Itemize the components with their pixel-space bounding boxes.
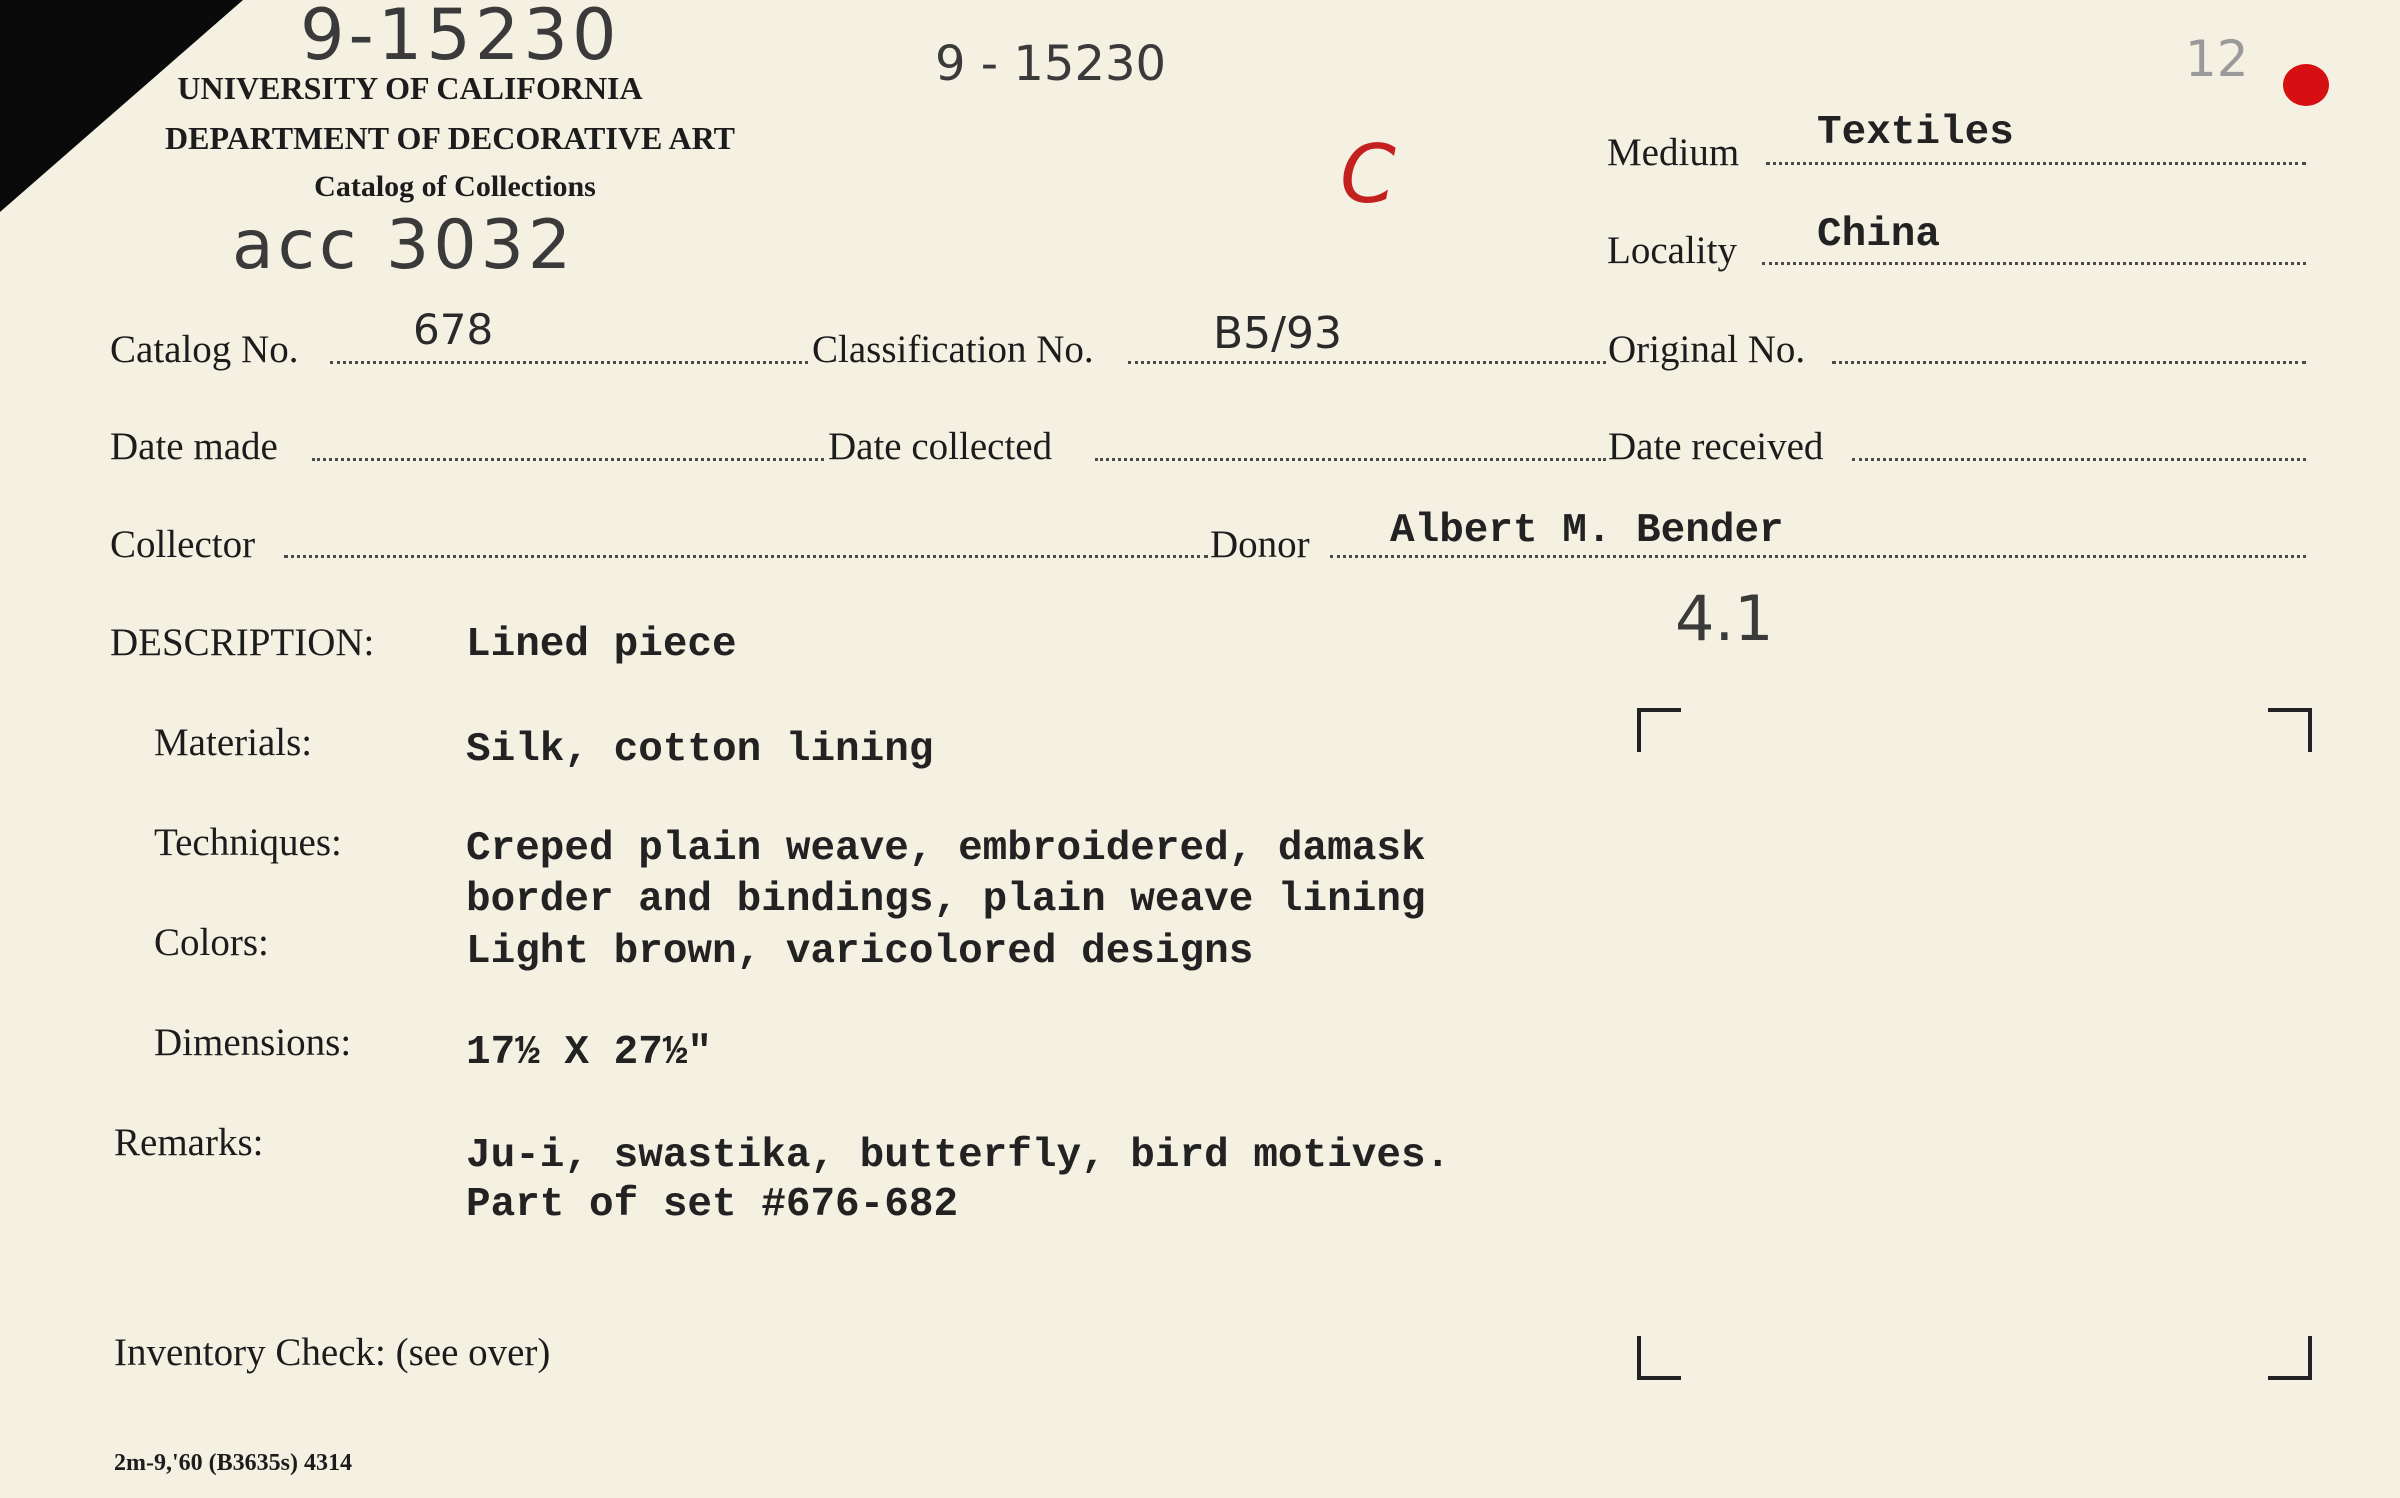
remarks-label: Remarks: [114, 1121, 264, 1164]
medium-line [1766, 162, 2306, 165]
date-received-line [1852, 458, 2306, 461]
date-collected-label: Date collected [828, 425, 1053, 468]
handwritten-red-mark: C [1340, 128, 1396, 221]
remarks-line-1: Ju-i, swastika, butterfly, bird motives. [466, 1133, 1451, 1179]
dimensions-value: 17½ X 27½" [466, 1030, 713, 1076]
print-code: 2m-9,'60 (B3635s) 4314 [114, 1450, 352, 1476]
red-dot [2283, 64, 2329, 106]
locality-value: China [1817, 212, 1941, 258]
medium-label: Medium [1607, 131, 1740, 174]
donor-value: Albert M. Bender [1390, 508, 1784, 554]
collector-label: Collector [110, 523, 256, 566]
catalog-value: 678 [413, 305, 494, 354]
locality-label: Locality [1607, 229, 1737, 272]
handwritten-second-number: 9 - 15230 [935, 36, 1167, 92]
original-line [1832, 361, 2306, 364]
photo-area-corner-bottom-left [1637, 1336, 1681, 1380]
colors-label: Colors: [154, 921, 269, 964]
donor-line [1330, 555, 2306, 558]
techniques-line-1: Creped plain weave, embroidered, damask [466, 826, 1426, 872]
catalog-line [330, 361, 808, 364]
handwritten-top-number: 9-15230 [300, 0, 621, 76]
date-made-line [312, 458, 824, 461]
classification-value: B5/93 [1213, 308, 1342, 359]
photo-area-corner-bottom-right [2268, 1336, 2312, 1380]
original-label: Original No. [1608, 328, 1806, 371]
date-received-label: Date received [1608, 425, 1824, 468]
donor-label: Donor [1210, 523, 1310, 566]
description-label: DESCRIPTION: [110, 621, 375, 664]
photo-area-corner-top-left [1637, 708, 1681, 752]
header-department: DEPARTMENT OF DECORATIVE ART [165, 120, 735, 156]
inventory-check: Inventory Check: (see over) [114, 1331, 551, 1374]
techniques-label: Techniques: [154, 821, 342, 864]
colors-value: Light brown, varicolored designs [466, 929, 1254, 975]
header-catalog: Catalog of Collections [314, 170, 596, 203]
medium-value: Textiles [1817, 110, 2014, 156]
handwritten-corner-mark: 12 [2185, 30, 2249, 88]
classification-label: Classification No. [812, 328, 1094, 371]
collector-line [284, 555, 1208, 558]
description-value: Lined piece [466, 622, 737, 668]
techniques-line-2: border and bindings, plain weave lining [466, 877, 1426, 923]
header-university: UNIVERSITY OF CALIFORNIA [177, 70, 643, 106]
photo-area-corner-top-right [2268, 708, 2312, 752]
catalog-label: Catalog No. [110, 328, 299, 371]
locality-line [1762, 262, 2306, 265]
materials-value: Silk, cotton lining [466, 727, 934, 773]
date-made-label: Date made [110, 425, 278, 468]
handwritten-acc-number: acc 3032 [232, 206, 576, 285]
handwritten-note: 4.1 [1675, 582, 1774, 655]
dimensions-label: Dimensions: [154, 1021, 352, 1064]
remarks-line-2: Part of set #676-682 [466, 1182, 959, 1228]
classification-line [1128, 361, 1606, 364]
date-collected-line [1095, 458, 1606, 461]
materials-label: Materials: [154, 721, 313, 764]
